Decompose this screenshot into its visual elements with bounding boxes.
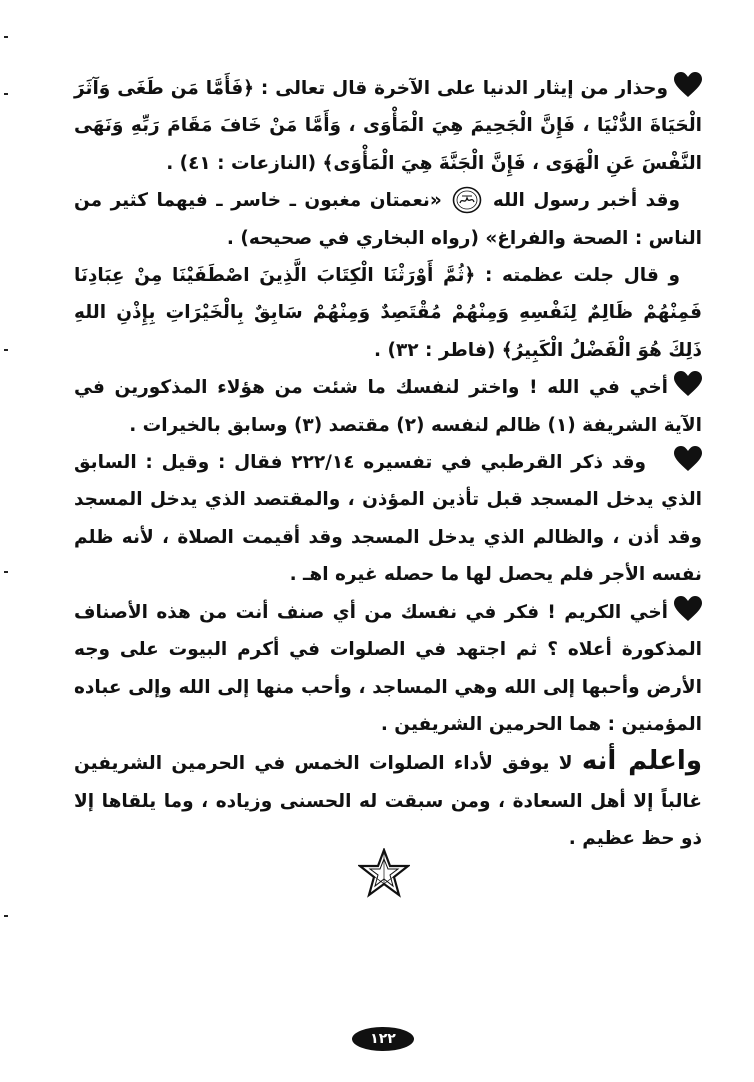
body-text: [74, 70, 702, 858]
paragraph: [74, 594, 702, 744]
star-icon: [358, 848, 410, 898]
scan-mark: [4, 571, 8, 573]
paragraph-text: لا يوفق لأداء الصلوات الخمس في الحرمين الشريفين غالباً إلا أهل السعادة ، ومن سبقت له الحسنى وزياده ، وما يلقاها إلا ذو حظ عظيم .: [74, 753, 702, 850]
paragraph-text: أخي الكريم ! فكر في نفسك من أي صنف أنت من هذه الأصناف المذكورة أعلاه ؟ ثم اجتهد في الصلوات في أكرم البيوت على وجه الأرض وأحبها إلى الله وهي المساجد ، وأحب منها إلى الله وإلى عباده المؤمنين : هما الحرمين الشريفين .: [74, 601, 702, 735]
paragraph: [74, 444, 702, 594]
paragraph: [74, 70, 702, 182]
paragraph: [74, 257, 702, 369]
scan-mark: [4, 915, 8, 917]
scan-mark: [4, 349, 8, 351]
paragraph-text: وقد أخبر رسول الله: [492, 190, 680, 212]
paragraph: [74, 743, 702, 857]
heart-icon: [674, 371, 702, 399]
paragraph-text: و قال جلت عظمته : ﴿ثُمَّ أَوْرَثْنَا الْكِتَابَ الَّذِينَ اصْطَفَيْنَا مِنْ عِبَادِنَا فَمِنْهُمْ ظَالِمٌ لِنَفْسِهِ وَمِنْهُمْ مُقْتَصِدٌ وَمِنْهُمْ سَابِقٌ بِالْخَيْرَاتِ بِإِذْنِ اللهِ ذَلِكَ هُوَ الْفَضْلُ الْكَبِيرُ﴾ (فاطر : ٣٢) .: [74, 265, 702, 361]
paragraph: [74, 182, 702, 257]
scan-mark: [4, 36, 8, 38]
heart-icon: [674, 596, 702, 624]
lead-phrase: واعلم أنه: [581, 746, 702, 777]
paragraph-text: «نعمتان مغبون ـ خاسر ـ فيهما كثير من الناس : الصحة والفراغ» (رواه البخاري في صحيحه) .: [74, 190, 702, 249]
page-number: ١٢٢: [352, 1027, 414, 1051]
paragraph-text: وقد ذكر القرطبي في تفسيره ٢٢٢/١٤ فقال : وقيل : السابق الذي يدخل المسجد قبل تأذين المؤذن ، والمقتصد الذي يدخل المسجد وقد أذن ، والظالم الذي يدخل المسجد وقد أقيمت الصلاة ، لأنه ظلم نفسه الأجر فلم يحصل لها ما حصله غيره اهـ .: [74, 452, 702, 586]
heart-icon: [674, 72, 702, 100]
paragraph-text: أخي في الله ! واختر لنفسك ما شئت من هؤلاء المذكورين في الآية الشريفة (١) ظالم لنفسه (٢) مقتصد (٣) وسابق بالخيرات .: [74, 377, 702, 436]
scan-mark: [4, 93, 8, 95]
paragraph-text: وحذار من إيثار الدنيا على الآخرة قال تعالى : ﴿فَأَمَّا مَن طَغَى وَآثَرَ الْحَيَاةَ الدُّنْيَا ، فَإِنَّ الْجَحِيمَ هِيَ الْمَأْوَى ، وَأَمَّا مَنْ خَافَ مَقَامَ رَبِّهِ وَنَهَى النَّفْسَ عَنِ الْهَوَى ، فَإِنَّ الْجَنَّةَ هِيَ الْمَأْوَى﴾ (النازعات : ٤١) .: [74, 78, 702, 174]
heart-icon: [674, 446, 702, 474]
salawat-seal-icon: [452, 186, 482, 214]
paragraph: [74, 369, 702, 444]
